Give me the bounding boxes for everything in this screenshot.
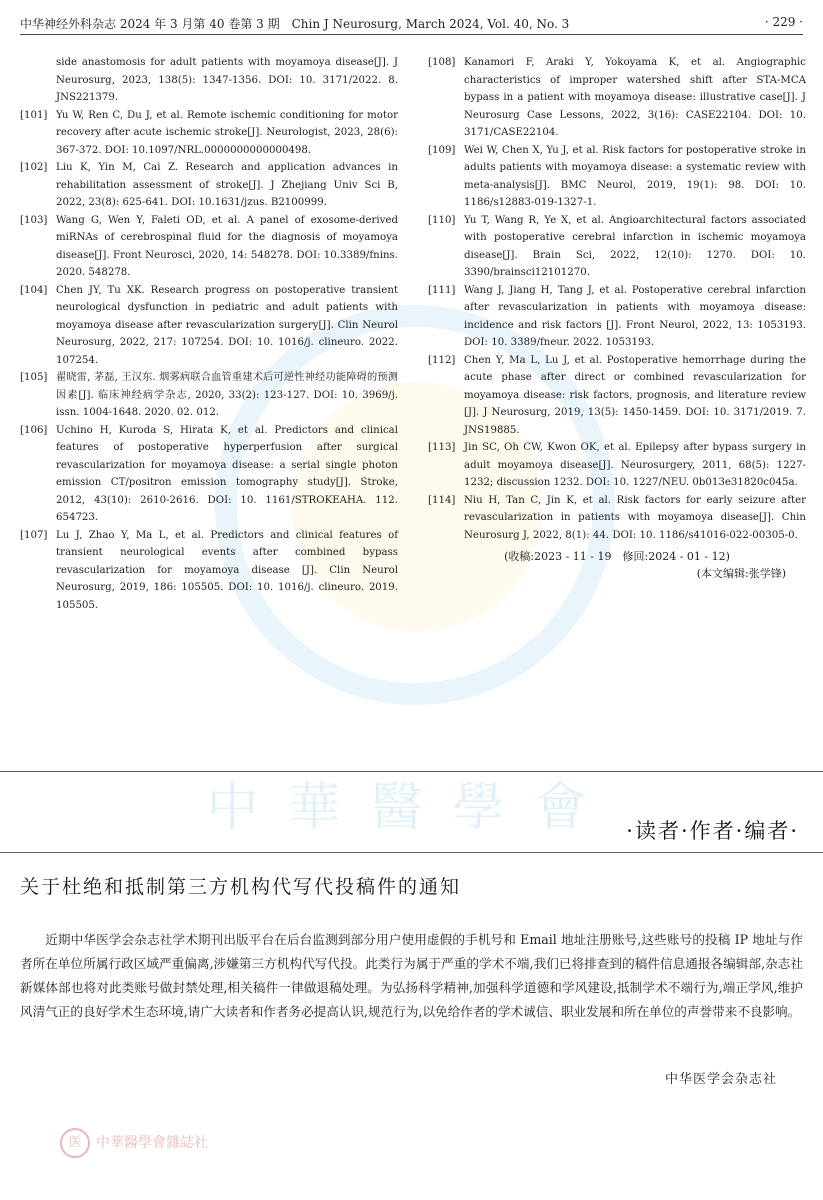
reference-text: Niu H, Tan C, Jin K, et al. Risk factors for early seizure after revascularization in patients with moyamoya disease[J]. Chin Neurosurg J, 2022, 8(1): 44. DOI: 10. 1186/s41016-022-00305-0. [464,494,806,541]
reference-item [428,492,806,545]
reference-item [428,54,806,142]
reference-number: [112] [428,354,456,366]
reference-text: Wang J, Jiang H, Tang J, et al. Postoperative cerebral infarction after revascularization in patients with moyamoya disease: incidence and risk factors [J]. Front Neurol, 2022, 13: 1053193. DOI: 10. 3389/fneur. 2022. 1053193. [464,284,806,348]
reference-text: Lu J, Zhao Y, Ma L, et al. Predictors and clinical features of transient neurological events after combined bypass revascularization for moyamoya disease [J]. Clin Neurol Neurosurg, 2019, 186: 105505. DOI: 10. 1016/j. clineuro. 2019. 105505. [56,529,398,611]
reference-text: side anastomosis for adult patients with moyamoya disease[J]. J Neurosurg, 2023, 138(5): 1347-1356. DOI: 10. 3171/2022. 8. JNS221379. [56,57,398,103]
reference-text: Jin SC, Oh CW, Kwon OK, et al. Epilepsy after bypass surgery in adult moyamoya disease[J]. Neurosurgery, 2011, 68(5): 1227-1232; discussion 1232. DOI: 10. 1227/NEU. 0b013e31820c045a. [464,442,806,488]
reference-item [20,422,398,527]
notice-title: 关于杜绝和抵制第三方机构代写代投稿件的通知 [20,876,462,898]
reference-item [428,352,806,440]
received-dates: (收稿:2023 - 11 - 19 修回:2024 - 01 - 12) [504,550,730,563]
notice-body: 近期中华医学会杂志社学术期刊出版平台在后台监测到部分用户使用虚假的手机号和 Email 地址注册账号,这些账号的投稿 IP 地址与作者所在单位所属行政区域严重偏离,涉嫌第三方机构代写代投。此类行为属于严重的学术不端,我们已将排查到的稿件信息通报各编辑部,杂志社新媒体部也将对此类账号做封禁处理,相关稿件一律做退稿处理。为弘扬科学精神,加强科学道德和学风建设,抵制学术不端行为,端正学风,维护风清气正的良好学术生态环境,请广大读者和作者务必提高认识,规范行为,以免给作者的学术诚信、职业发展和所在单位的声誉带来不良影响。 [20,932,803,1019]
seal-icon: 医 [60,1128,90,1158]
reference-item [428,439,806,492]
reference-item [428,142,806,212]
reference-text: 翟晓雷, 茅磊, 王汉东. 烟雾病联合血管重建术后可逆性神经功能障碍的预测因素[J]. 临床神经病学杂志, 2020, 33(2): 123-127. DOI: 10. 3969/j. issn. 1004-1648. 2020. 02. 012. [56,372,398,418]
reference-text: Liu K, Yin M, Cai Z. Research and application advances in rehabilitation assessment of stroke[J]. J Zhejiang Univ Sci B, 2022, 23(8): 625-641. DOI: 10.1631/jzus. B2100999. [56,162,398,208]
reference-item [20,107,398,160]
reference-item [428,282,806,352]
reference-number: [108] [428,57,456,68]
reference-item [20,527,398,615]
reference-number: [105] [20,372,48,383]
association-calligraphy-logo: 中華醫學會 [206,778,617,838]
notice-signature: 中华医学会杂志社 [664,1072,777,1087]
reference-text: Chen Y, Ma L, Lu J, et al. Postoperative hemorrhage during the acute phase after direct or combined revascularization for moyamoya disease: risk factors, prognosis, and literature review [J]. J Neurosurg, 2019, 13(5): 1450-1459. DOI: 10. 3171/2019. 7. JNS19885. [464,354,806,436]
reference-text: Chen JY, Tu XK. Research progress on postoperative transient neurological dysfunction in pediatric and adult patients with moyamoya disease after revascularization surgery[J]. Clin Neurol Neurosurg, 2022, 217: 107254. DOI: 10. 1016/j. clineuro. 2022. 107254. [56,284,398,366]
reference-item [20,282,398,370]
reference-number: [103] [20,214,48,226]
reference-number: [111] [428,284,456,296]
notice-divider [0,852,823,853]
reference-text: Uchino H, Kuroda S, Hirata K, et al. Predictors and clinical features of postoperative hyperperfusion after surgical revascularization for moyamoya disease: a serial single photon emission CT/positron emission tomography study[J]. Stroke, 2012, 43(10): 2610-2616. DOI: 10. 1161/STROKEAHA. 112. 654723. [56,424,398,523]
reference-number: [113] [428,442,456,453]
reference-item [428,212,806,282]
publisher-name: 中華醫學會雜誌社 [96,1135,208,1151]
page-number: · 229 · [764,15,803,29]
reference-number: [109] [428,144,456,156]
reference-number: [107] [20,529,48,541]
reference-text: Wang G, Wen Y, Faleti OD, et al. A panel of exosome-derived miRNAs of cerebrospinal fluid for the diagnosis of moyamoya disease[J]. Front Neurosci, 2020, 14: 548278. DOI: 10.3389/fnins. 2020. 548278. [56,214,398,278]
references-right-column [428,54,806,582]
reference-item [20,369,398,422]
reference-number: [106] [20,424,48,436]
reference-number: [104] [20,284,48,296]
reference-item [20,54,398,107]
reference-number: [102] [20,162,48,173]
reference-number: [110] [428,214,456,226]
running-header [20,12,803,35]
reference-number: [101] [20,109,48,121]
article-editor: (本文编辑:张学锋) [696,567,786,580]
column-title: ·读者·作者·编者· [626,819,799,843]
reference-item [20,212,398,282]
reference-item [20,159,398,212]
reference-number: [114] [428,494,456,506]
section-divider [0,771,823,772]
reference-text: Kanamori F, Araki Y, Yokoyama K, et al. Angiographic characteristics of improper watershed shift after STA-MCA bypass in a patient with moyamoya disease: illustrative case[J]. J Neurosurg Case Lessons, 2022, 3(16): CASE22104. DOI: 10. 3171/CASE22104. [464,57,806,138]
reference-text: Yu W, Ren C, Du J, et al. Remote ischemic conditioning for motor recovery after acute ischemic stroke[J]. Neurologist, 2023, 28(6): 367-372. DOI: 10.1097/NRL.0000000000000498. [56,109,398,156]
publisher-footer-logo [60,1128,208,1158]
reference-text: Yu T, Wang R, Ye X, et al. Angioarchitectural factors associated with postoperative cerebral infarction in ischemic moyamoya disease[J]. Brain Sci, 2022, 12(10): 1270. DOI: 10. 3390/brainsci12101270. [464,214,806,278]
reference-text: Wei W, Chen X, Yu J, et al. Risk factors for postoperative stroke in adults patients with moyamoya disease: a systematic review with meta-analysis[J]. BMC Neurol, 2019, 19(1): 98. DOI: 10. 1186/s12883-019-1327-1. [464,144,806,208]
journal-citation-header: 中华神经外科杂志 2024 年 3 月第 40 卷第 3 期 Chin J Neurosurg, March 2024, Vol. 40, No. 3 [20,17,570,31]
references-left-column [20,54,398,614]
